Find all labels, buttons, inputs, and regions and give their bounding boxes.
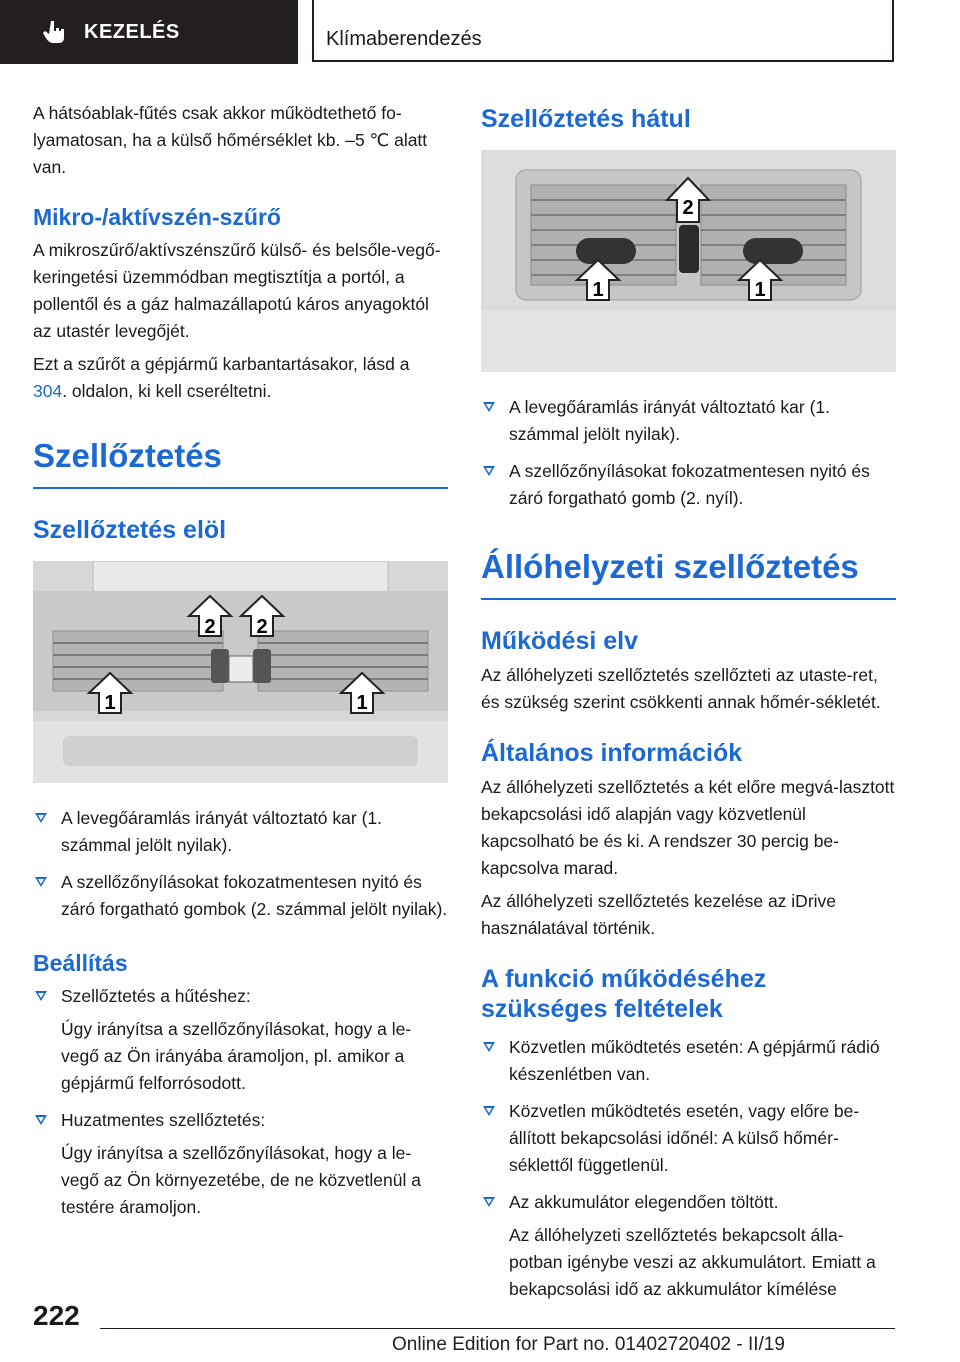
edition-note: Online Edition for Part no. 01402720402 - II/19: [392, 1334, 785, 1355]
front-ventilation-heading: Szellőztetés elöl: [33, 516, 227, 544]
general-info-heading: Általános információk: [481, 739, 743, 767]
front-vent-figure: [33, 561, 448, 783]
principle-heading: Működési elv: [481, 627, 638, 655]
front-label-1a: 1: [104, 692, 116, 714]
rear-label-1a: 1: [592, 279, 604, 301]
page-reference-link[interactable]: 304: [33, 381, 63, 401]
filter-heading: Mikro-/aktívszén-szűrő: [33, 204, 281, 230]
parking-ventilation-heading: Állóhelyzeti szellőztetés: [481, 548, 859, 585]
conditions-heading: A funkció működéséhez szükséges feltételek: [481, 965, 767, 1023]
bullet-triangle-icon: [483, 466, 495, 476]
hand-pointer-icon: [42, 19, 68, 45]
front-label-2b: 2: [256, 616, 268, 638]
page-number: 222: [33, 1300, 80, 1331]
bullet-triangle-icon: [35, 877, 47, 887]
bullet-triangle-icon: [483, 402, 495, 412]
rear-label-1b: 1: [754, 279, 766, 301]
general-paragraph-1: Az állóhelyzeti szellőztetés a két előre megvá-lasztott bekapcsolási idő alapján vagy közvetlenül kapcsolható be és ki. A rendszer 30 percig be-kapcsolva marad.: [481, 777, 895, 878]
heading-rule: [481, 598, 896, 600]
page-title: Klímaberendezés: [312, 0, 894, 62]
setting-heading: Beállítás: [33, 950, 128, 976]
list-item: Huzatmentes szellőztetés: Úgy irányítsa a szellőzőnyílásokat, hogy a le-vegő az Ön környezetébe, de ne közvetlenül a testére áramoljon.: [33, 1107, 448, 1221]
section-label: KEZELÉS: [84, 20, 180, 43]
list-item: Közvetlen működtetés esetén: A gépjármű rádió készenlétben van.: [481, 1034, 896, 1088]
principle-paragraph: Az állóhelyzeti szellőztetés szellőzteti az utaste-ret, és szükség szerint csökkenti annak hőmér-sékletét.: [481, 665, 881, 712]
filter-text-after: . oldalon, ki kell cseréltetni.: [62, 381, 272, 401]
footer-rule: [100, 1328, 895, 1329]
list-item: A szellőzőnyílásokat fokozatmentesen nyitó és záró forgatható gomb (2. nyíl).: [481, 458, 896, 512]
front-label-1b: 1: [356, 692, 368, 714]
rear-vent-list: [481, 394, 896, 512]
section-tab: [0, 0, 298, 64]
list-item: Az akkumulátor elegendően töltött. Az állóhelyzeti szellőztetés bekapcsolt álla-potban igénybe veszi az akkumulátort. Emiatt a bekapcsolási idő az akkumulátor kímélése: [481, 1189, 896, 1303]
filter-text-before: Ezt a szűrőt a gépjármű karbantartásakor, lásd a: [33, 354, 410, 374]
list-item: Közvetlen működtetés esetén, vagy előre be-állított bekapcsolási időnél: A külső hőmér-séklettől függetlenül.: [481, 1098, 896, 1179]
bullet-triangle-icon: [35, 813, 47, 823]
bullet-triangle-icon: [35, 991, 47, 1001]
bullet-triangle-icon: [483, 1106, 495, 1116]
bullet-triangle-icon: [483, 1197, 495, 1207]
ventilation-heading: Szellőztetés: [33, 437, 222, 474]
list-item: A levegőáramlás irányát változtató kar (1. számmal jelölt nyilak).: [33, 805, 448, 859]
filter-paragraph-2: [33, 351, 448, 405]
list-item: A szellőzőnyílásokat fokozatmentesen nyitó és záró forgatható gombok (2. számmal jelölt nyilak).: [33, 869, 448, 923]
right-column: [481, 100, 896, 1321]
bullet-triangle-icon: [35, 1115, 47, 1125]
filter-paragraph-1: A mikroszűrő/aktívszénszűrő külső- és belsőle-vegő-keringetési üzemmódban megtisztítja a portól, a pollentől és a gáz halmazállapotú káros anyagoktól az utastér levegőjét.: [33, 240, 441, 341]
bullet-triangle-icon: [483, 1042, 495, 1052]
general-paragraph-2: Az állóhelyzeti szellőztetés kezelése az iDrive használatával történik.: [481, 891, 837, 938]
rear-vent-figure: [481, 150, 896, 372]
list-item: A levegőáramlás irányát változtató kar (1. számmal jelölt nyilak).: [481, 394, 896, 448]
front-vent-list: [33, 805, 448, 923]
heading-rule: [33, 487, 448, 489]
rear-label-2: 2: [682, 197, 694, 219]
intro-paragraph: A hátsóablak-fűtés csak akkor működtethető fo-lyamatosan, ha a külső hőmérséklet kb. –5 ℃ alatt van.: [33, 103, 428, 177]
list-item: Szellőztetés a hűtéshez: Úgy irányítsa a szellőzőnyílásokat, hogy a le-vegő az Ön irányába áramoljon, pl. amikor a gépjármű felforrósodott.: [33, 983, 448, 1097]
left-column: [33, 100, 448, 1239]
rear-ventilation-heading: Szellőztetés hátul: [481, 105, 691, 133]
conditions-list: [481, 1034, 896, 1303]
front-label-2a: 2: [204, 616, 216, 638]
setting-list: [33, 983, 448, 1221]
